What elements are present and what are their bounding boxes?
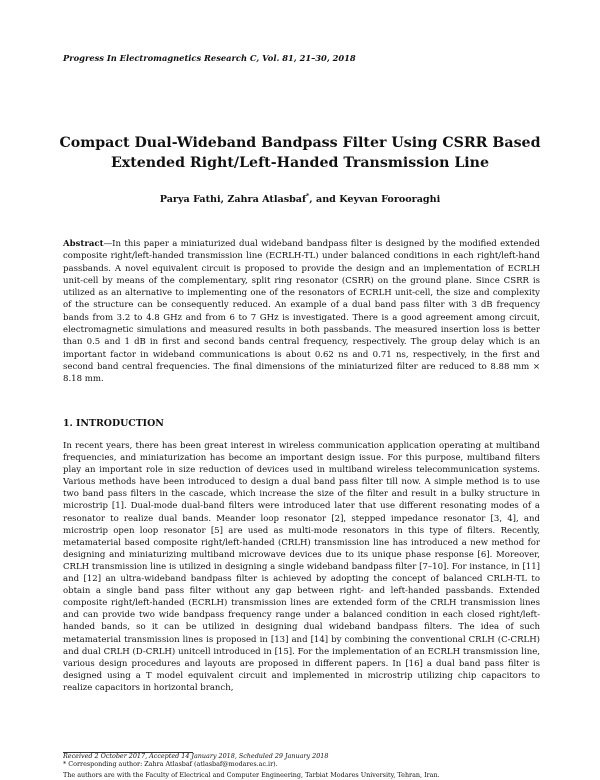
title-line-2: Extended Right/Left-Handed Transmission Line (110, 155, 490, 171)
author-list (40, 193, 560, 205)
footnote-received: Received 2 October 2017, Accepted 14 January 2018, Scheduled 29 January 2018 (63, 752, 329, 760)
authors-part-1: Parya Fathi, Zahra Atlasbaf (159, 194, 307, 206)
abstract-label: Abstract (63, 239, 104, 249)
section-heading: 1. INTRODUCTION (63, 418, 164, 429)
paper-title (40, 133, 560, 173)
footnote-corresponding: * Corresponding author: Zahra Atlasbaf (atlasbaf@modares.ac.ir). (63, 760, 278, 768)
abstract-text: —In this paper a miniaturized dual wideband bandpass filter is designed by the modified extended composite right/left-handed transmission line (ECRLH-TL) under balanced conditions in each right/left-hand passbands. A novel equivalent circuit is proposed to provide the design and an implementation of ECRLH unit-cell by means of the complementary, split ring resonator (CSRR) on the ground plane. Since CSRR is utilized as an alternative to implementing one of the resonators of ECRLH unit-cell, the size and complexity of the structure can be consequently reduced. An example of a dual band pass filter with 3 dB frequency bands from 3.2 to 4.8 GHz and from 6 to 7 GHz is investigated. There is a good agreement among circuit, electromagnetic simulations and measured results in both passbands. The measured insertion loss is better than 0.5 and 1 dB in first and second bands central frequency, respectively. The group delay which is an important factor in wideband communications is about 0.62 ns and 0.71 ns, respectively, in the first and second band central frequencies. The final dimensions of the miniaturized filter are reduced to 8.88 mm × 8.18 mm. (63, 239, 540, 385)
authors-part-2: , and Keyvan Forooraghi (309, 194, 441, 206)
journal-header: Progress In Electromagnetics Research C, Vol. 81, 21–30, 2018 (63, 53, 356, 63)
introduction-body: In recent years, there has been great interest in wireless communication application operating at multiband frequencies, and miniaturization has become an important design issue. For this purpose, multiband filters play an important role in size reduction of devices used in multiband wireless telecommunication systems. Various methods have been introduced to design a dual band pass filter till now. A simple method is to use two band pass filters in the cascade, which increase the size of the filter and result in a bulky structure in microstrip [1]. Dual-mode dual-band filters were introduced later that use different resonating modes of a resonator to realize dual bands. Meander loop resonator [2], stepped impedance resonator [3, 4], and microstrip open loop resonator [5] are used as multi-mode resonators in this type of filters. Recently, metamaterial based composite right/left-handed (CRLH) transmission line has introduced a new method for designing and miniaturizing multiband microwave devices due to its unique phase response [6]. Moreover, CRLH transmission line is utilized in designing a single wideband bandpass filter [7–10]. For instance, in [11] and [12] an ultra-wideband bandpass filter is achieved by adopting the concept of balanced CRLH-TL to obtain a single band pass filter without any gap between right- and left-handed passbands. Extended composite right/left-handed (ECRLH) transmission lines are extended form of the CRLH transmission lines and can provide two wide bandpass frequency range under a balanced condition in each closed right/left-handed bands, so it can be utilized in designing dual wideband bandpass filters. The idea of such metamaterial transmission lines is proposed in [13] and [14] by combining the conventional CRLH (C-CRLH) and dual CRLH (D-CRLH) unitcell introduced in [15]. For the implementation of an ECRLH transmission line, various design procedures and layouts are proposed in different papers. In [16] a dual band pass filter is designed using a T model equivalent circuit and implemented in microstrip utilizing chip capacitors to realize capacitors in horizontal branch, (63, 441, 540, 693)
abstract (63, 238, 540, 386)
title-line-1: Compact Dual-Wideband Bandpass Filter Using CSRR Based (59, 135, 541, 151)
corresponding-mark: * (306, 193, 310, 200)
footnote-affiliation: The authors are with the Faculty of Electrical and Computer Engineering, Tarbiat Modares University, Tehran, Iran. (63, 771, 440, 779)
